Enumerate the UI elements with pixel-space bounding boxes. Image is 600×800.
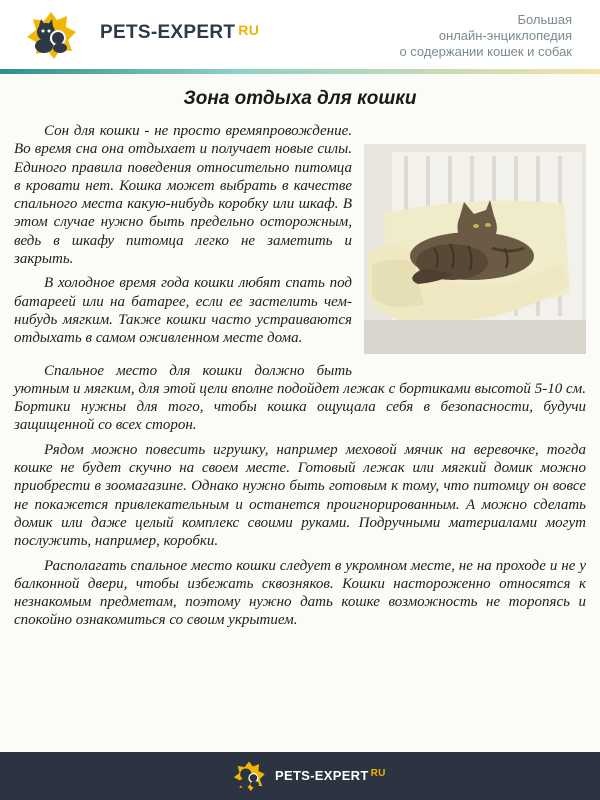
cat-dog-logo-icon[interactable] (24, 10, 78, 60)
article-paragraph: Располагать спальное место кошки следует в укромном месте, не на проходе и не у балконной двери, чтобы избежать сквозняков. Кошки настороженно относятся к незнакомым предметам, поэтому нужно дать кошке возможность не торопясь и спокойно ознакомиться со своим укрытием. (14, 557, 586, 629)
tagline-line: онлайн-энциклопедия (438, 28, 572, 43)
tagline-line: о содержании кошек и собак (399, 44, 572, 59)
article-title: Зона отдыха для кошки (183, 88, 417, 109)
cat-on-radiator-bed-photo (364, 144, 586, 354)
site-tagline (332, 12, 572, 60)
article-paragraph: В холодное время года кошки любят спать под батареей или на батарее, если ее застелить чем-нибудь мягким. Также кошки часто устраиваются отдыхать в самом оживленном месте дома. (14, 275, 352, 347)
article-paragraph: Спальное место для кошки должно быть уютным и мягким, для этой цели вполне подойдет лежак с бортиками высотой 5-10 см. Бортики нужны для того, чтобы кошка ощущала себя в безопасности, будучи защищенной со всех сторон. (14, 362, 586, 434)
cat-dog-logo-icon[interactable] (232, 760, 266, 792)
footer-brand-suffix: RU (370, 768, 386, 779)
footer-brand-text: PETS-EXPERT (275, 768, 369, 783)
tagline-line: Большая (517, 12, 572, 27)
brand-text: PETS-EXPERT (100, 22, 236, 43)
article-body (14, 122, 586, 636)
brand-name[interactable] (100, 22, 259, 44)
article-paragraph: Сон для кошки - не просто времяпровождение. Во время сна она отдыхает и получает новые силы. Единого правила поведения относительно питомца в кровати нет. Кошка может выбрать в качестве спального места какую-нибудь коробку или шкаф. В этом случае нужно быть предельно осторожным, ведь в шкафу питомца легко не заметить и закрыть. (14, 123, 352, 268)
article-paragraph: Рядом можно повесить игрушку, например меховой мячик на веревочке, тогда кошке не будет скучно на своем месте. Готовый лежак или мягкий домик можно приобрести в зоомагазине. Однако нужно быть готовым к тому, что питомцу он вовсе не покажется привлекательным и останется проигнорированным. А можно сделать домик или даже целый комплекс своими руками. Подручными материалами могут послужить, например, коробки. (14, 441, 586, 550)
brand-suffix: RU (238, 22, 260, 38)
header-divider (0, 69, 600, 74)
site-footer (0, 752, 600, 800)
footer-brand-name[interactable] (275, 768, 386, 783)
site-header (0, 0, 600, 72)
